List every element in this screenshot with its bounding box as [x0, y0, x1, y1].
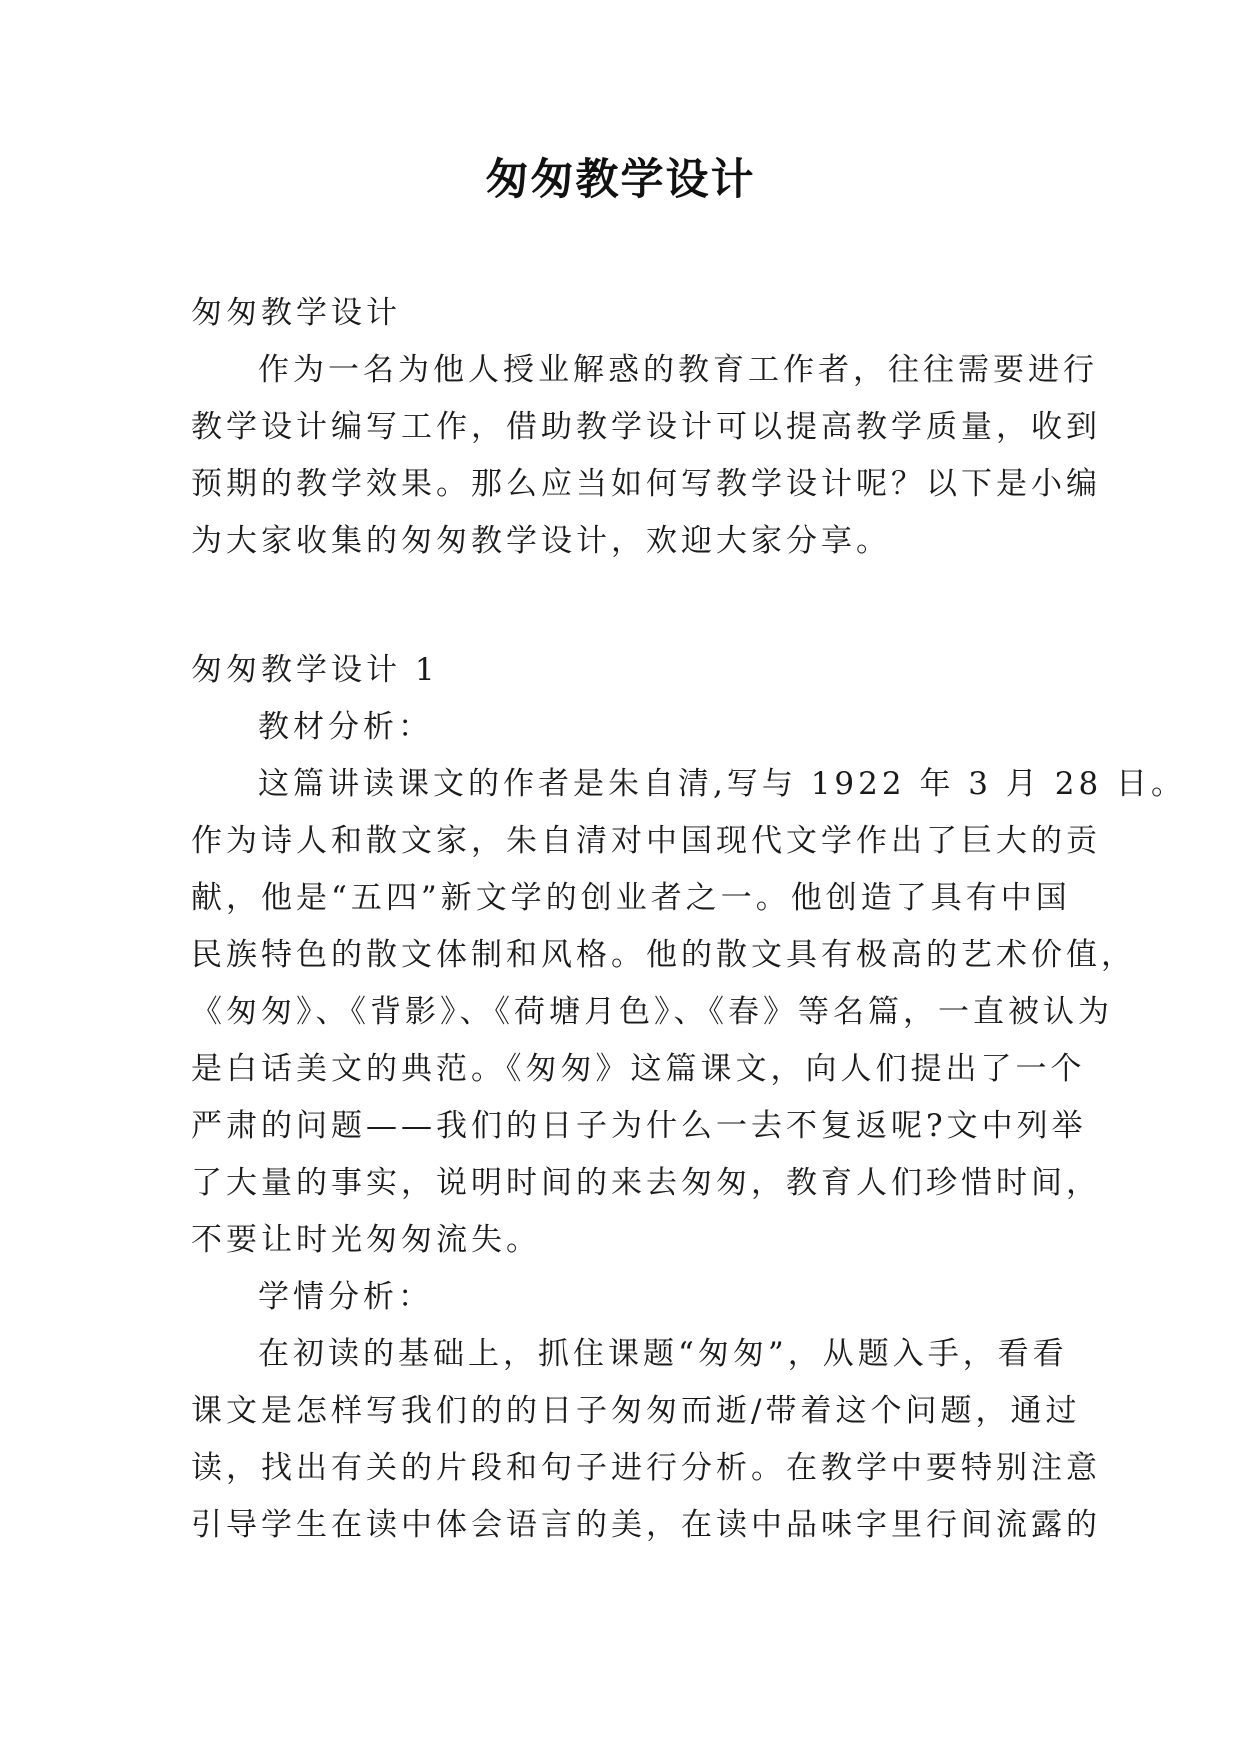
student-label: 学情分析： — [258, 1279, 433, 1315]
intro-line: 预期的教学效果。那么应当如何写教学设计呢？以下是小编 — [191, 466, 1101, 502]
material-line: 民族特色的散文体制和风格。他的散文具有极高的艺术价值， — [191, 937, 1136, 973]
student-line: 读，找出有关的片段和句子进行分析。在教学中要特别注意 — [191, 1450, 1101, 1486]
material-line: 《匆匆》、《背影》、《荷塘月色》、《春》等名篇，一直被认为 — [191, 994, 1113, 1030]
section-heading: 匆匆教学设计 1 — [191, 652, 439, 688]
intro-line: 为大家收集的匆匆教学设计，欢迎大家分享。 — [191, 523, 891, 559]
material-line: 献，他是“五四”新文学的创业者之一。他创造了具有中国 — [191, 880, 1071, 916]
material-line: 作为诗人和散文家，朱自清对中国现代文学作出了巨大的贡 — [191, 823, 1101, 859]
student-line: 引导学生在读中体会语言的美，在读中品味字里行间流露的 — [191, 1507, 1101, 1543]
student-line: 课文是怎样写我们的的日子匆匆而逝/带着这个问题，通过 — [191, 1393, 1081, 1429]
material-line: 是白话美文的典范。《匆匆》这篇课文，向人们提出了一个 — [191, 1051, 1086, 1087]
material-line: 严肃的问题——我们的日子为什么一去不复返呢?文中列举 — [191, 1108, 1087, 1144]
document-title: 匆匆教学设计 — [485, 155, 756, 205]
material-line: 了大量的事实，说明时间的来去匆匆，教育人们珍惜时间， — [191, 1165, 1101, 1201]
section-spacer — [191, 570, 1061, 642]
intro-line: 作为一名为他人授业解惑的教育工作者，往往需要进行 — [258, 352, 1098, 388]
material-line: 这篇讲读课文的作者是朱自清,写与 1922 年 3 月 28 日。 — [258, 766, 1187, 802]
student-line: 在初读的基础上，抓住课题“匆匆”，从题入手，看看 — [258, 1336, 1068, 1372]
intro-heading: 匆匆教学设计 — [191, 295, 401, 331]
intro-line: 教学设计编写工作，借助教学设计可以提高教学质量，收到 — [191, 409, 1101, 445]
material-line: 不要让时光匆匆流失。 — [191, 1222, 541, 1258]
material-label: 教材分析： — [258, 709, 433, 745]
document-body — [191, 285, 1187, 1554]
